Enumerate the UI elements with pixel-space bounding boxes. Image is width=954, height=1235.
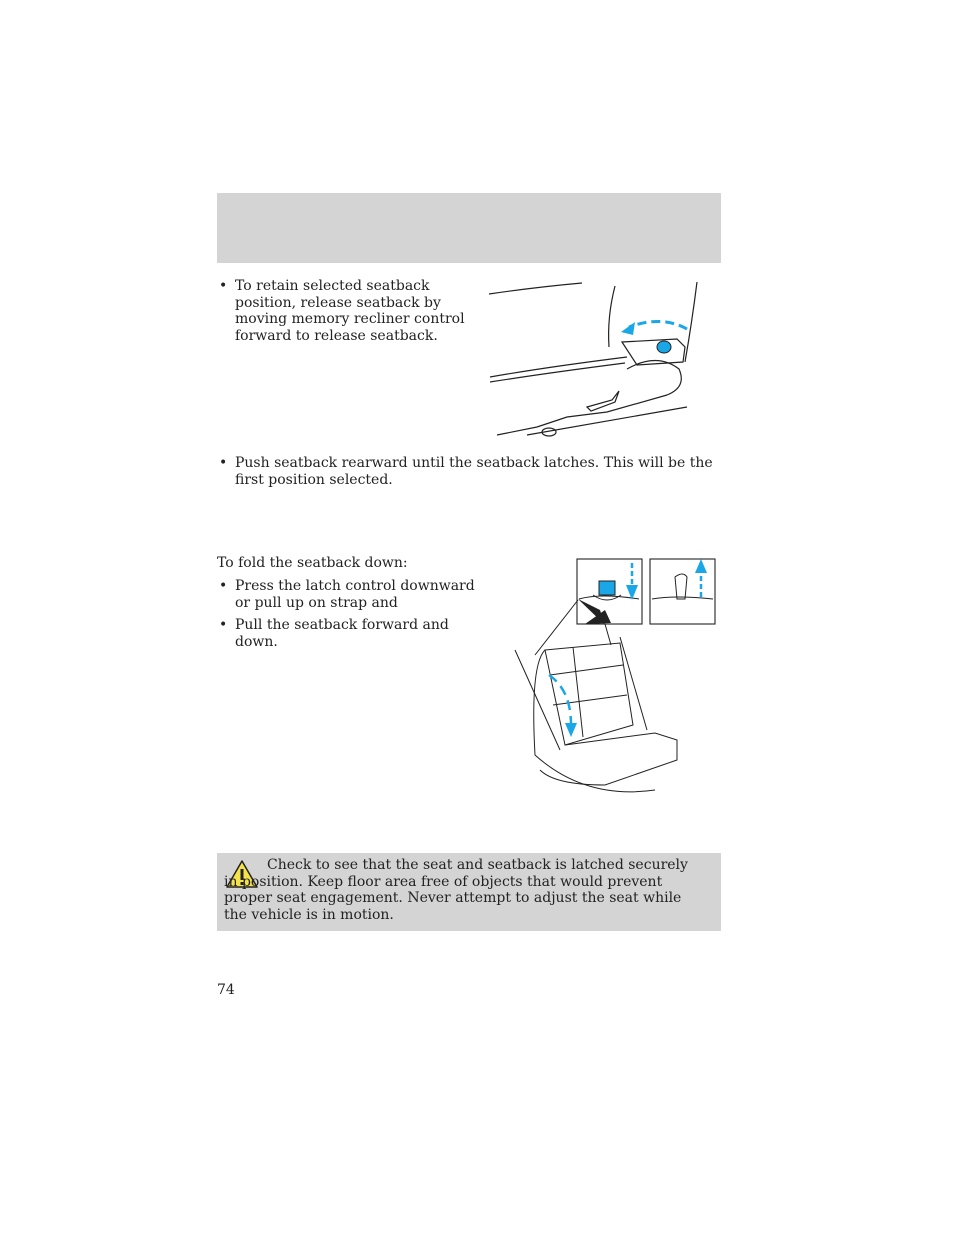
rear-seat-fold-illustration — [505, 555, 720, 810]
fold-instructions — [217, 578, 477, 656]
page-number: 74 — [217, 982, 235, 998]
warning-text: Check to see that the seat and seatback is latched securely in position. Keep floor area free of objects that would prevent proper seat engagement. Never attempt to adjust the seat while the vehicle is in motion. — [224, 857, 688, 923]
recliner-control-illustration — [487, 277, 702, 442]
list-item: • Press the latch control downward or pull up on strap and — [217, 578, 477, 611]
warning-box — [217, 853, 721, 931]
list-item: • Push seatback rearward until the seatback latches. This will be the first position selected. — [217, 455, 717, 488]
seatback-latch-instructions — [217, 455, 717, 488]
fold-intro: To fold the seatback down: — [217, 555, 408, 571]
list-item: • To retain selected seatback position, release seatback by moving memory recliner control forward to release seatback. — [217, 278, 467, 344]
list-item: • Pull the seatback forward and down. — [217, 617, 477, 650]
header-band — [217, 193, 721, 263]
recliner-instructions — [217, 278, 467, 344]
